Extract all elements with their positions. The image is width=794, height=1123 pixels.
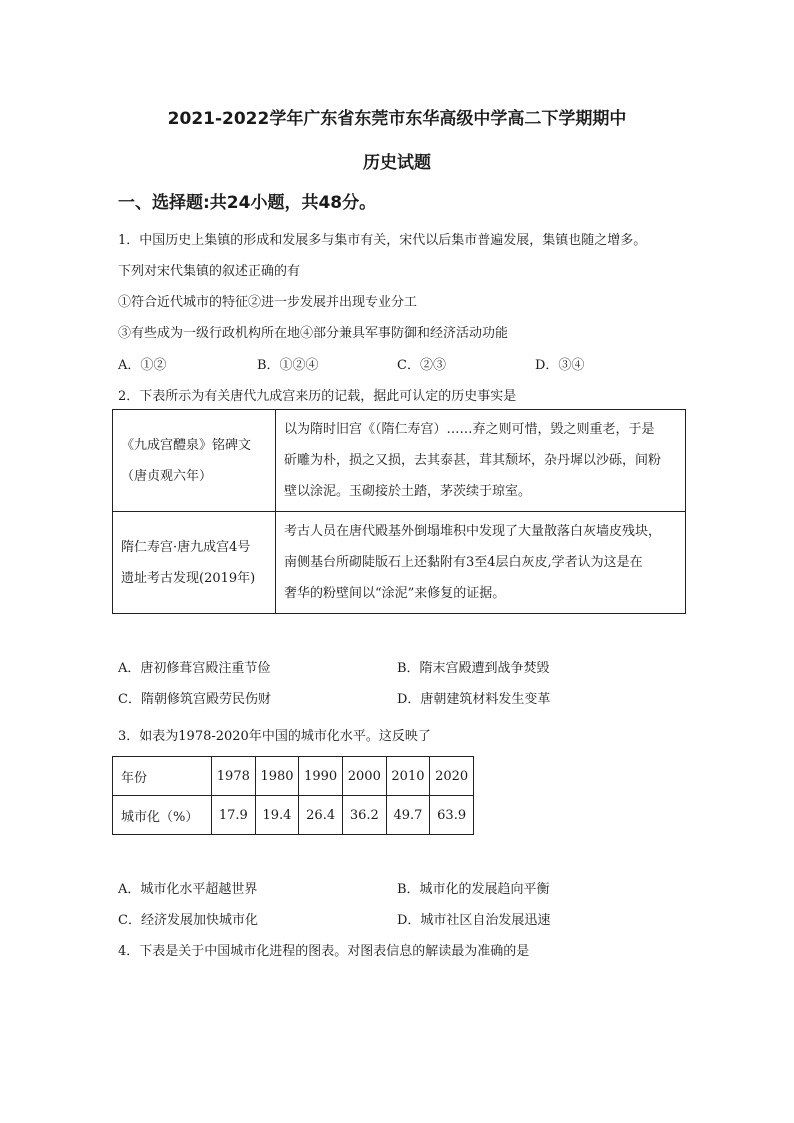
- table-cell: 2010: [386, 757, 430, 796]
- table-cell: 36.2: [342, 796, 386, 835]
- q3-option-b: B．城市化的发展趋向平衡: [397, 882, 550, 897]
- table-header-cell: 城市化（%）: [113, 796, 212, 835]
- table-cell: 63.9: [430, 796, 474, 835]
- cell-line: 遗址考古发现(2019年): [121, 570, 256, 586]
- q1-items-line1: ①符合近代城市的特征②进一步发展并出现专业分工: [118, 295, 418, 310]
- table-cell: 2020: [430, 757, 474, 796]
- cell-line: （唐贞观六年）: [121, 468, 213, 484]
- table-row: [113, 410, 686, 512]
- q2-option-a: A．唐初修葺宫殿注重节俭: [118, 661, 271, 676]
- table-header-cell: 年份: [113, 757, 212, 796]
- table-cell: 1980: [255, 757, 299, 796]
- q3-table: [112, 756, 474, 835]
- table-cell: 1978: [212, 757, 256, 796]
- table-cell: 17.9: [212, 796, 256, 835]
- table-cell: 26.4: [299, 796, 343, 835]
- cell-line: 以为隋时旧宫《（隋仁寿宫）……弃之则可惜，毁之则重老，于是: [284, 422, 655, 437]
- q3-option-a: A．城市化水平超越世界: [118, 882, 258, 897]
- q2-table: [112, 409, 686, 614]
- q2-option-b: B．隋末宫殿遭到战争焚毁: [397, 661, 550, 676]
- q1-items-line2: ③有些成为一级行政机构所在地④部分兼具军事防御和经济活动功能: [118, 326, 509, 341]
- table-cell: 19.4: [255, 796, 299, 835]
- q2-stem: 2．下表所示为有关唐代九成宫来历的记载，据此可认定的历史事实是: [118, 389, 517, 404]
- table-cell: [113, 410, 276, 512]
- cell-line: 隋仁寿宫·唐九成宫4号: [121, 539, 251, 555]
- table-cell: [276, 410, 686, 512]
- table-cell: [276, 512, 686, 614]
- q3-option-c: C．经济发展加快城市化: [118, 913, 258, 928]
- cell-line: 斫雕为朴，损之又损，去其泰甚，茸其颓坏，杂丹墀以沙砾，间粉: [284, 453, 662, 468]
- section-heading: 一、选择题:共24小题，共48分。: [118, 193, 377, 213]
- q1-stem-line1: 1．中国历史上集镇的形成和发展多与集市有关，宋代以后集市普遍发展，集镇也随之增多。: [118, 233, 647, 248]
- table-cell: 1990: [299, 757, 343, 796]
- q1-option-a: A．①②: [118, 358, 167, 373]
- q1-option-d: D．③④: [535, 358, 585, 373]
- table-cell: [113, 512, 276, 614]
- q3-option-d: D．城市社区自治发展迅速: [397, 913, 551, 928]
- table-row: [113, 796, 474, 835]
- exam-title: 2021-2022学年广东省东莞市东华高级中学高二下学期期中: [167, 109, 627, 129]
- table-row: [113, 512, 686, 614]
- q2-option-c: C．隋朝修筑宫殿劳民伤财: [118, 692, 271, 707]
- cell-line: 《九成宫醴泉》铭碑文: [121, 437, 252, 453]
- table-cell: 2000: [342, 757, 386, 796]
- cell-line: 南侧基台所砌陡版石上还黏附有3至4层白灰皮,学者认为这是在: [284, 555, 643, 570]
- cell-line: 奢华的粉壁间以“涂泥”来修复的证据。: [284, 586, 506, 601]
- q2-option-d: D．唐朝建筑材料发生变革: [397, 692, 551, 707]
- q3-stem: 3．如表为1978-2020年中国的城市化水平。这反映了: [118, 729, 431, 744]
- table-row: [113, 757, 474, 796]
- cell-line: 壁以涂泥。玉砌接於土踏，茅茨续于琼室。: [284, 484, 532, 499]
- cell-line: 考古人员在唐代殿基外倒塌堆积中发现了大量散落白灰墙皮残块，: [284, 524, 662, 539]
- table-cell: 49.7: [386, 796, 430, 835]
- q1-option-c: C．②③: [397, 358, 446, 373]
- q1-option-b: B．①②④: [257, 358, 319, 373]
- q1-stem-line2: 下列对宋代集镇的叙述正确的有: [118, 264, 301, 279]
- q4-stem: 4．下表是关于中国城市化进程的图表。对图表信息的解读最为准确的是: [118, 944, 530, 959]
- exam-subtitle: 历史试题: [363, 153, 431, 173]
